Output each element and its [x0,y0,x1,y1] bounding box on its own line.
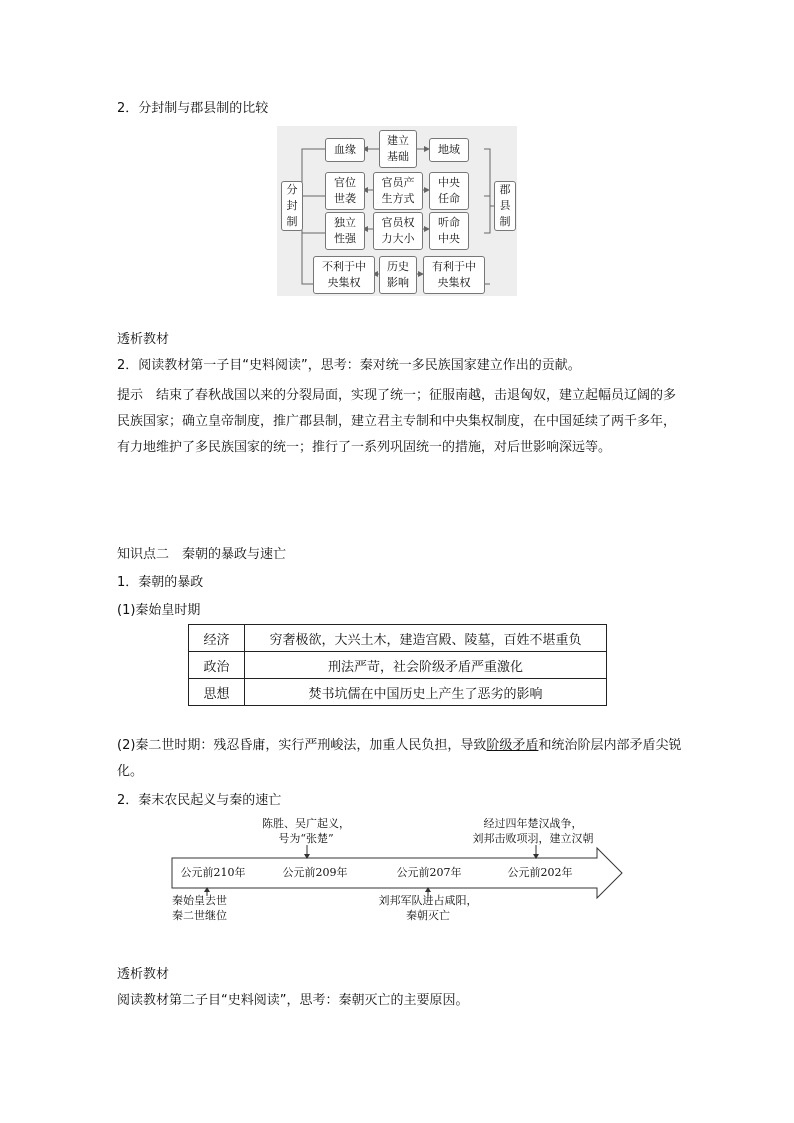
timeline-event-below: 秦始皇去世 秦二世继位 [172,894,227,922]
timeline-date: 公元前209年 [282,866,348,879]
table-value: 焚书坑儒在中国历史上产生了恶劣的影响 [245,679,607,706]
row1-center: 建立 基础 [379,130,417,168]
subheading-qinshihuang: (1)秦始皇时期 [117,603,201,618]
row3-right: 听命 中央 [429,212,469,250]
row4-center: 历史 影响 [379,256,417,294]
analysis-title-2: 透析教材 [117,967,170,982]
row2-right: 中央 任命 [429,172,469,210]
row3-center: 官员权 力大小 [373,212,423,250]
table-row [189,652,607,679]
table-key: 思想 [189,679,245,706]
qin-ershi-text-a: (2)秦二世时期：残忍昏庸，实行严刑峻法，加重人民负担，导致 [117,738,487,753]
row2-left: 官位 世袭 [325,172,365,210]
table-row [189,625,607,652]
row3-left: 独立 性强 [325,212,365,250]
tyranny-table [188,624,607,706]
row1-right: 地域 [429,138,469,162]
timeline-date: 公元前210年 [180,866,246,879]
hint-text: 结束了春秋战国以来的分裂局面，实现了统一；征服南越，击退匈奴，建立起幅员辽阔的多民族国家；确立皇帝制度，推广郡县制，建立君主专制和中央集权制度，在中国延续了两千多年，有力地维护了多民族国家的统一；推行了一系列巩固统一的措施，对后世影响深远等。 [117,388,677,455]
qin-ershi-underlined: 阶级矛盾 [486,738,539,753]
table-value: 穷奢极欲，大兴土木，建造宫殿、陵墓，百姓不堪重负 [245,625,607,652]
timeline-date: 公元前202年 [507,866,573,879]
timeline [170,810,630,930]
table-row [189,679,607,706]
row4-right: 有利于中 央集权 [423,256,485,294]
subheading-uprising: 2．秦末农民起义与秦的速亡 [117,793,282,808]
hint-label: 提示 [117,388,144,403]
table-key: 政治 [189,652,245,679]
timeline-date: 公元前207年 [396,866,462,879]
qin-ershi-paragraph [117,733,682,785]
hint-paragraph [117,383,682,461]
fengjian-label: 分 封 制 [281,181,303,231]
section-heading-fengjian: 2．分封制与郡县制的比较 [117,101,269,116]
subheading-tyranny: 1．秦朝的暴政 [117,575,204,590]
knowledge-title-2: 知识点二 秦朝的暴政与速亡 [117,547,287,562]
table-key: 经济 [189,625,245,652]
row1-left: 血缘 [325,138,365,162]
qin-ershi-text-b: 和统治阶层内部矛盾尖锐化。 [117,738,682,779]
row4-left: 不利于中 央集权 [313,256,375,294]
junxian-label: 郡 县 制 [494,181,516,231]
analysis-title-1: 透析教材 [117,332,170,347]
table-value: 刑法严苛，社会阶级矛盾严重激化 [245,652,607,679]
timeline-event-above: 陈胜、吴广起义， 号为“张楚” [262,817,350,845]
timeline-event-below: 刘邦军队进占咸阳， 秦朝灭亡 [378,894,478,922]
analysis-question-1: 2．阅读教材第一子目“史料阅读”，思考：秦对统一多民族国家建立作出的贡献。 [117,358,581,373]
timeline-event-above: 经过四年楚汉战争， 刘邦击败项羽，建立汉朝 [472,817,594,845]
row2-center: 官员产 生方式 [373,172,423,210]
comparison-diagram [277,126,517,296]
analysis-question-2: 阅读教材第二子目“史料阅读”，思考：秦朝灭亡的主要原因。 [117,993,469,1008]
